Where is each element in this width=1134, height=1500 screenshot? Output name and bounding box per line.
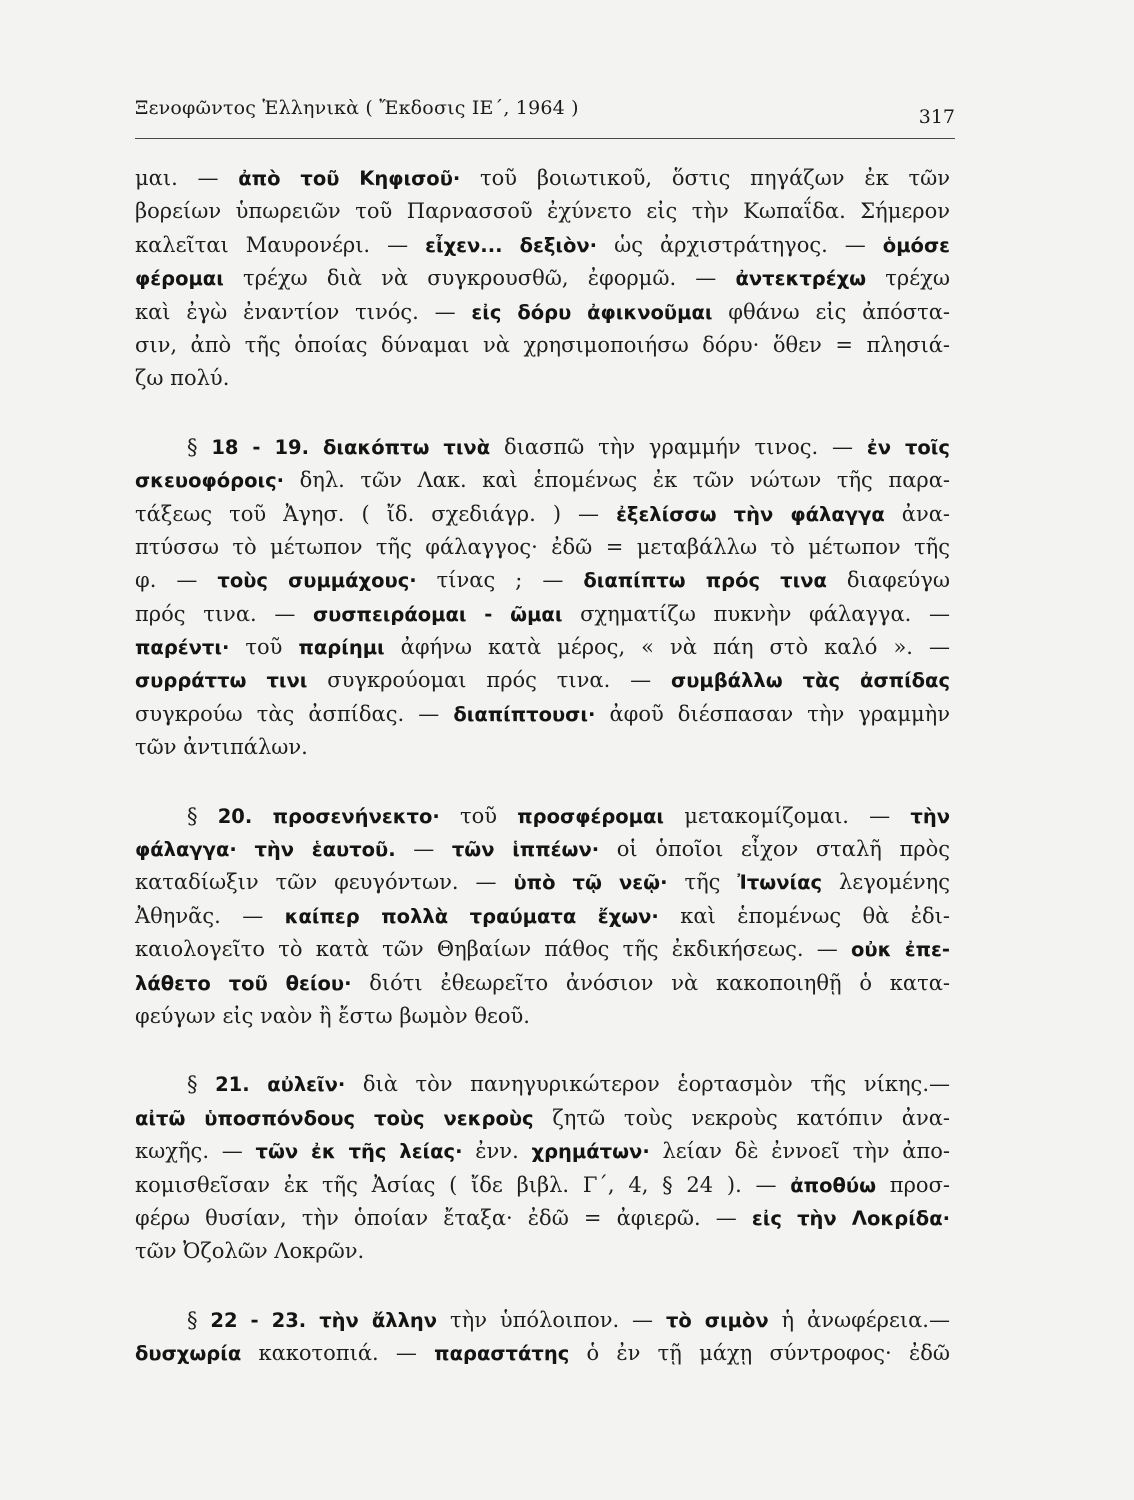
text-run: λεγομένης (822, 870, 951, 895)
text-run: τῶν Ὀζολῶν Λοκρῶν. (135, 1239, 365, 1264)
bold-term: λάθετο τοῦ θείου· (135, 971, 352, 995)
bold-term: διαπίπτω πρός τινα (583, 569, 827, 593)
text-run: τοῦ βοιωτικοῦ, ὅστις πηγάζων ἐκ τῶν (460, 166, 950, 190)
line-content (135, 668, 950, 692)
text-run: καὶ ἐγὼ ἐναντίον τινός. — (135, 299, 472, 324)
bold-term: φέρομαι (135, 267, 224, 291)
text-run: πτύσσω τὸ μέτωπον τῆς φάλαγγος· ἐδῶ = μεταβάλλω τὸ μέτωπον τῆς (135, 534, 950, 559)
bold-term: ἀντεκτρέχω (735, 267, 867, 291)
text-run: πρός τινα. — (135, 601, 313, 626)
text-run: διὰ τὸν πανηγυρικώτερον ἑορτασμὸν τῆς νίκης.— (345, 1072, 950, 1097)
text-run: συγκρούω τὰς ἀσπίδας. — (135, 701, 454, 726)
text-run: § (187, 803, 218, 828)
text-line (135, 1102, 950, 1135)
bold-term: τῶν ἱππέων· (451, 838, 600, 862)
text-line (135, 1202, 950, 1235)
section-paragraph (135, 1304, 950, 1371)
bold-term: προσφέρομαι (517, 804, 665, 828)
text-line (135, 564, 950, 597)
text-line (135, 329, 950, 362)
bold-term: 20. προσενήνεκτο· (217, 804, 440, 828)
line-content (135, 468, 950, 492)
bold-term: εἰς τὴν Λοκρίδα· (751, 1206, 950, 1230)
bold-term: ἐν τοῖς (866, 435, 950, 459)
line-content (135, 502, 950, 526)
running-title: Ξενοφῶντος Ἑλληνικὰ ( Ἔκδοσις ΙΕ΄, 1964 ) (135, 97, 579, 119)
text-line (135, 262, 950, 295)
text-line (135, 698, 950, 731)
text-line (135, 1068, 950, 1101)
text-run: τὴν ὑπόλοιπον. — (437, 1307, 666, 1332)
text-run: καὶ ἑπομένως θὰ ἐδι- (658, 903, 951, 928)
text-line (135, 362, 950, 395)
text-run: ἡ ἀνωφέρεια.— (768, 1307, 950, 1332)
text-run: Ἀθηνᾶς. — (135, 903, 285, 928)
text-line (135, 900, 950, 933)
text-run: ἀνα- (884, 501, 951, 526)
line-content (187, 1308, 950, 1332)
text-run: διασπῶ τὴν γραμμήν τινος. — (490, 434, 867, 459)
text-run: ζω πολύ. (135, 366, 230, 391)
text-run: τοῦ (439, 803, 518, 828)
line-content (135, 233, 950, 257)
paragraph-continued (135, 162, 950, 396)
section-paragraph (135, 1068, 950, 1268)
line-content (135, 702, 950, 726)
text-run: ἀφοῦ διέσπασαν τὴν γραμμὴν (595, 701, 950, 726)
bold-term: τοὺς συμμάχους· (217, 569, 417, 593)
text-run: φθάνω εἰς ἀπόστα- (712, 299, 950, 324)
text-run: — (395, 837, 452, 862)
text-line (135, 731, 950, 764)
line-content (135, 904, 950, 928)
bold-term: καίπερ πολλὰ τραύματα ἔχων· (284, 904, 659, 928)
line-content (135, 870, 950, 894)
text-line (135, 431, 950, 464)
text-run: τρέχω (866, 266, 950, 291)
text-line (135, 598, 950, 631)
page-number: 317 (918, 106, 955, 128)
text-run: καταδίωξιν τῶν φευγόντων. — (135, 870, 514, 895)
text-line (135, 498, 950, 531)
text-run: ἐνν. (462, 1139, 532, 1164)
text-run: τίνας ; — (416, 568, 584, 593)
text-run: φ. — (135, 568, 218, 593)
text-run: κακοτοπιά. — (241, 1341, 435, 1366)
bold-term: 18 - 19. διακόπτω τινὰ (211, 435, 491, 459)
line-content (135, 1106, 950, 1130)
text-line (135, 296, 950, 329)
bold-term: παρίημι (298, 636, 385, 660)
line-content (135, 333, 950, 357)
section-paragraph (135, 800, 950, 1034)
text-run: φέρω θυσίαν, τὴν ὁποίαν ἔταξα· ἐδῶ = ἀφιερῶ. — (135, 1205, 752, 1230)
text-run: τρέχω διὰ νὰ συγκρουσθῶ, ἐφορμῶ. — (223, 266, 736, 291)
line-content (135, 735, 308, 759)
text-line (135, 866, 950, 899)
text-run: § (187, 1072, 216, 1097)
text-run: ὡς ἀρχιστράτηγος. — (597, 232, 883, 257)
bold-term: αἰτῶ ὑποσπόνδους τοὺς νεκροὺς (135, 1106, 534, 1130)
line-content (135, 1341, 950, 1365)
bold-term: συμβάλλω τὰς ἀσπίδας (671, 669, 951, 693)
text-line (135, 1337, 950, 1370)
text-run: καλεῖται Μαυρονέρι. — (135, 232, 426, 257)
text-run: ζητῶ τοὺς νεκροὺς κατόπιν ἀνα- (533, 1105, 950, 1130)
text-run: τάξεως τοῦ Ἀγησ. ( ἴδ. σχεδιάγρ. ) — (135, 501, 617, 526)
bold-term: χρημάτων· (531, 1140, 650, 1164)
bold-term: τὴν (910, 804, 950, 828)
text-run: συγκρούομαι πρός τινα. — (307, 668, 672, 693)
text-line (135, 800, 950, 833)
text-run: τοῦ (229, 635, 299, 660)
bold-term: εἶχεν... δεξιὸν· (425, 233, 598, 257)
bold-term: οὐκ ἐπε- (851, 938, 951, 962)
text-line (135, 664, 950, 697)
line-content (135, 366, 229, 390)
text-run: τῶν ἀντιπάλων. (135, 735, 308, 760)
text-line (135, 933, 950, 966)
line-content (135, 166, 950, 190)
bold-term: ἀποθύω (790, 1173, 877, 1197)
text-line (135, 1000, 950, 1033)
text-run: διαφεύγω (826, 568, 951, 593)
text-run: δηλ. τῶν Λακ. καὶ ἑπομένως ἐκ τῶν νώτων τῆς παρα- (284, 468, 950, 493)
bold-term: ἐξελίσσω τὴν φάλαγγα (616, 502, 885, 526)
bold-term: συρράττω τινι (135, 669, 308, 693)
text-line (135, 1304, 950, 1337)
line-content (135, 635, 950, 659)
text-line (135, 1135, 950, 1168)
bold-term: 21. αὐλεῖν· (215, 1073, 346, 1097)
bold-term: παρέντι· (135, 636, 230, 660)
bold-term: 22 - 23. τὴν ἄλλην (210, 1308, 438, 1332)
bold-term: τῶν ἐκ τῆς λείας· (255, 1140, 463, 1164)
line-content (187, 804, 950, 828)
text-line (135, 1169, 950, 1202)
bold-term: σκευοφόροις· (135, 469, 285, 493)
line-content (187, 435, 950, 459)
text-line (135, 195, 950, 228)
text-line (135, 1235, 950, 1268)
bold-term: ἀπὸ τοῦ Κηφισοῦ· (238, 167, 461, 190)
text-line (135, 631, 950, 664)
text-line (135, 229, 950, 262)
text-run: βορείων ὑπωρειῶν τοῦ Παρνασσοῦ ἐχύνετο εἰς τὴν Κωπαΐδα. Σήμερον (135, 199, 951, 224)
line-content (135, 837, 950, 861)
header-rule (135, 138, 955, 139)
text-line (135, 162, 950, 195)
text-run: καιολογεῖτο τὸ κατὰ τῶν Θηβαίων πάθος τῆς ἐκδικήσεως. — (135, 937, 852, 962)
body-text (135, 162, 950, 1371)
line-content (135, 1239, 364, 1263)
line-content (135, 937, 950, 961)
line-content (135, 300, 950, 324)
line-content (135, 535, 950, 559)
text-line (135, 967, 950, 1000)
bold-term: τὸ σιμὸν (665, 1308, 769, 1332)
text-run: κομισθεῖσαν ἐκ τῆς Ἀσίας ( ἴδε βιβλ. Γ΄, 4, § 24 ). — (135, 1172, 791, 1197)
bold-term: εἰς δόρυ ἀφικνοῦμαι (471, 300, 713, 324)
text-line (135, 464, 950, 497)
text-line (135, 531, 950, 564)
bold-term: δυσχωρία (135, 1342, 242, 1366)
line-content (135, 971, 950, 995)
line-content (135, 568, 950, 592)
text-run: μαι. — (135, 166, 239, 190)
text-run: § (187, 1307, 211, 1332)
line-content (135, 199, 950, 223)
text-run: σιν, ἀπὸ τῆς ὁποίας δύναμαι νὰ χρησιμοποιήσω δόρυ· ὅθεν = πλησιά- (135, 332, 950, 357)
text-run: οἱ ὁποῖοι εἶχον σταλῆ πρὸς (599, 837, 951, 862)
text-run: ἀφήνω κατὰ μέρος, « νὰ πάη στὸ καλό ». — (384, 635, 950, 660)
line-content (135, 1173, 950, 1197)
bold-term: ὁμόσε (882, 233, 950, 257)
text-run: λείαν δὲ ἐννοεῖ τὴν ἀπο- (649, 1139, 951, 1164)
line-content (187, 1072, 950, 1096)
text-run: τῆς (667, 870, 738, 895)
bold-term: παραστάτης (434, 1342, 570, 1366)
bold-term: συσπειράομαι - ῶμαι (312, 602, 563, 626)
text-run: μετακομίζομαι. — (664, 803, 911, 828)
text-line (135, 833, 950, 866)
text-run: ὁ ἐν τῇ μάχῃ σύντροφος· ἐδῶ (569, 1341, 950, 1366)
line-content (135, 1004, 530, 1028)
text-run: § (187, 434, 212, 459)
page-header (135, 0, 955, 142)
text-run: κωχῆς. — (135, 1139, 256, 1164)
line-content (135, 1139, 950, 1163)
text-run: διότι ἐθεωρεῖτο ἀνόσιον νὰ κακοποιηθῇ ὁ κατα- (351, 970, 950, 995)
bold-term: ὑπὸ τῷ νεῷ· (513, 871, 668, 895)
bold-term: διαπίπτουσι· (453, 702, 596, 726)
text-run: φεύγων εἰς ναὸν ἢ ἔστω βωμὸν θεοῦ. (135, 1003, 530, 1028)
section-paragraph (135, 431, 950, 765)
bold-term: Ἰτωνίας (737, 871, 823, 895)
line-content (135, 602, 950, 626)
bold-term: φάλαγγα· τὴν ἑαυτοῦ. (135, 838, 396, 862)
text-run: προσ- (876, 1172, 950, 1197)
line-content (135, 266, 950, 290)
line-content (135, 1206, 950, 1230)
text-run: σχηματίζω πυκνὴν φάλαγγα. — (562, 601, 950, 626)
